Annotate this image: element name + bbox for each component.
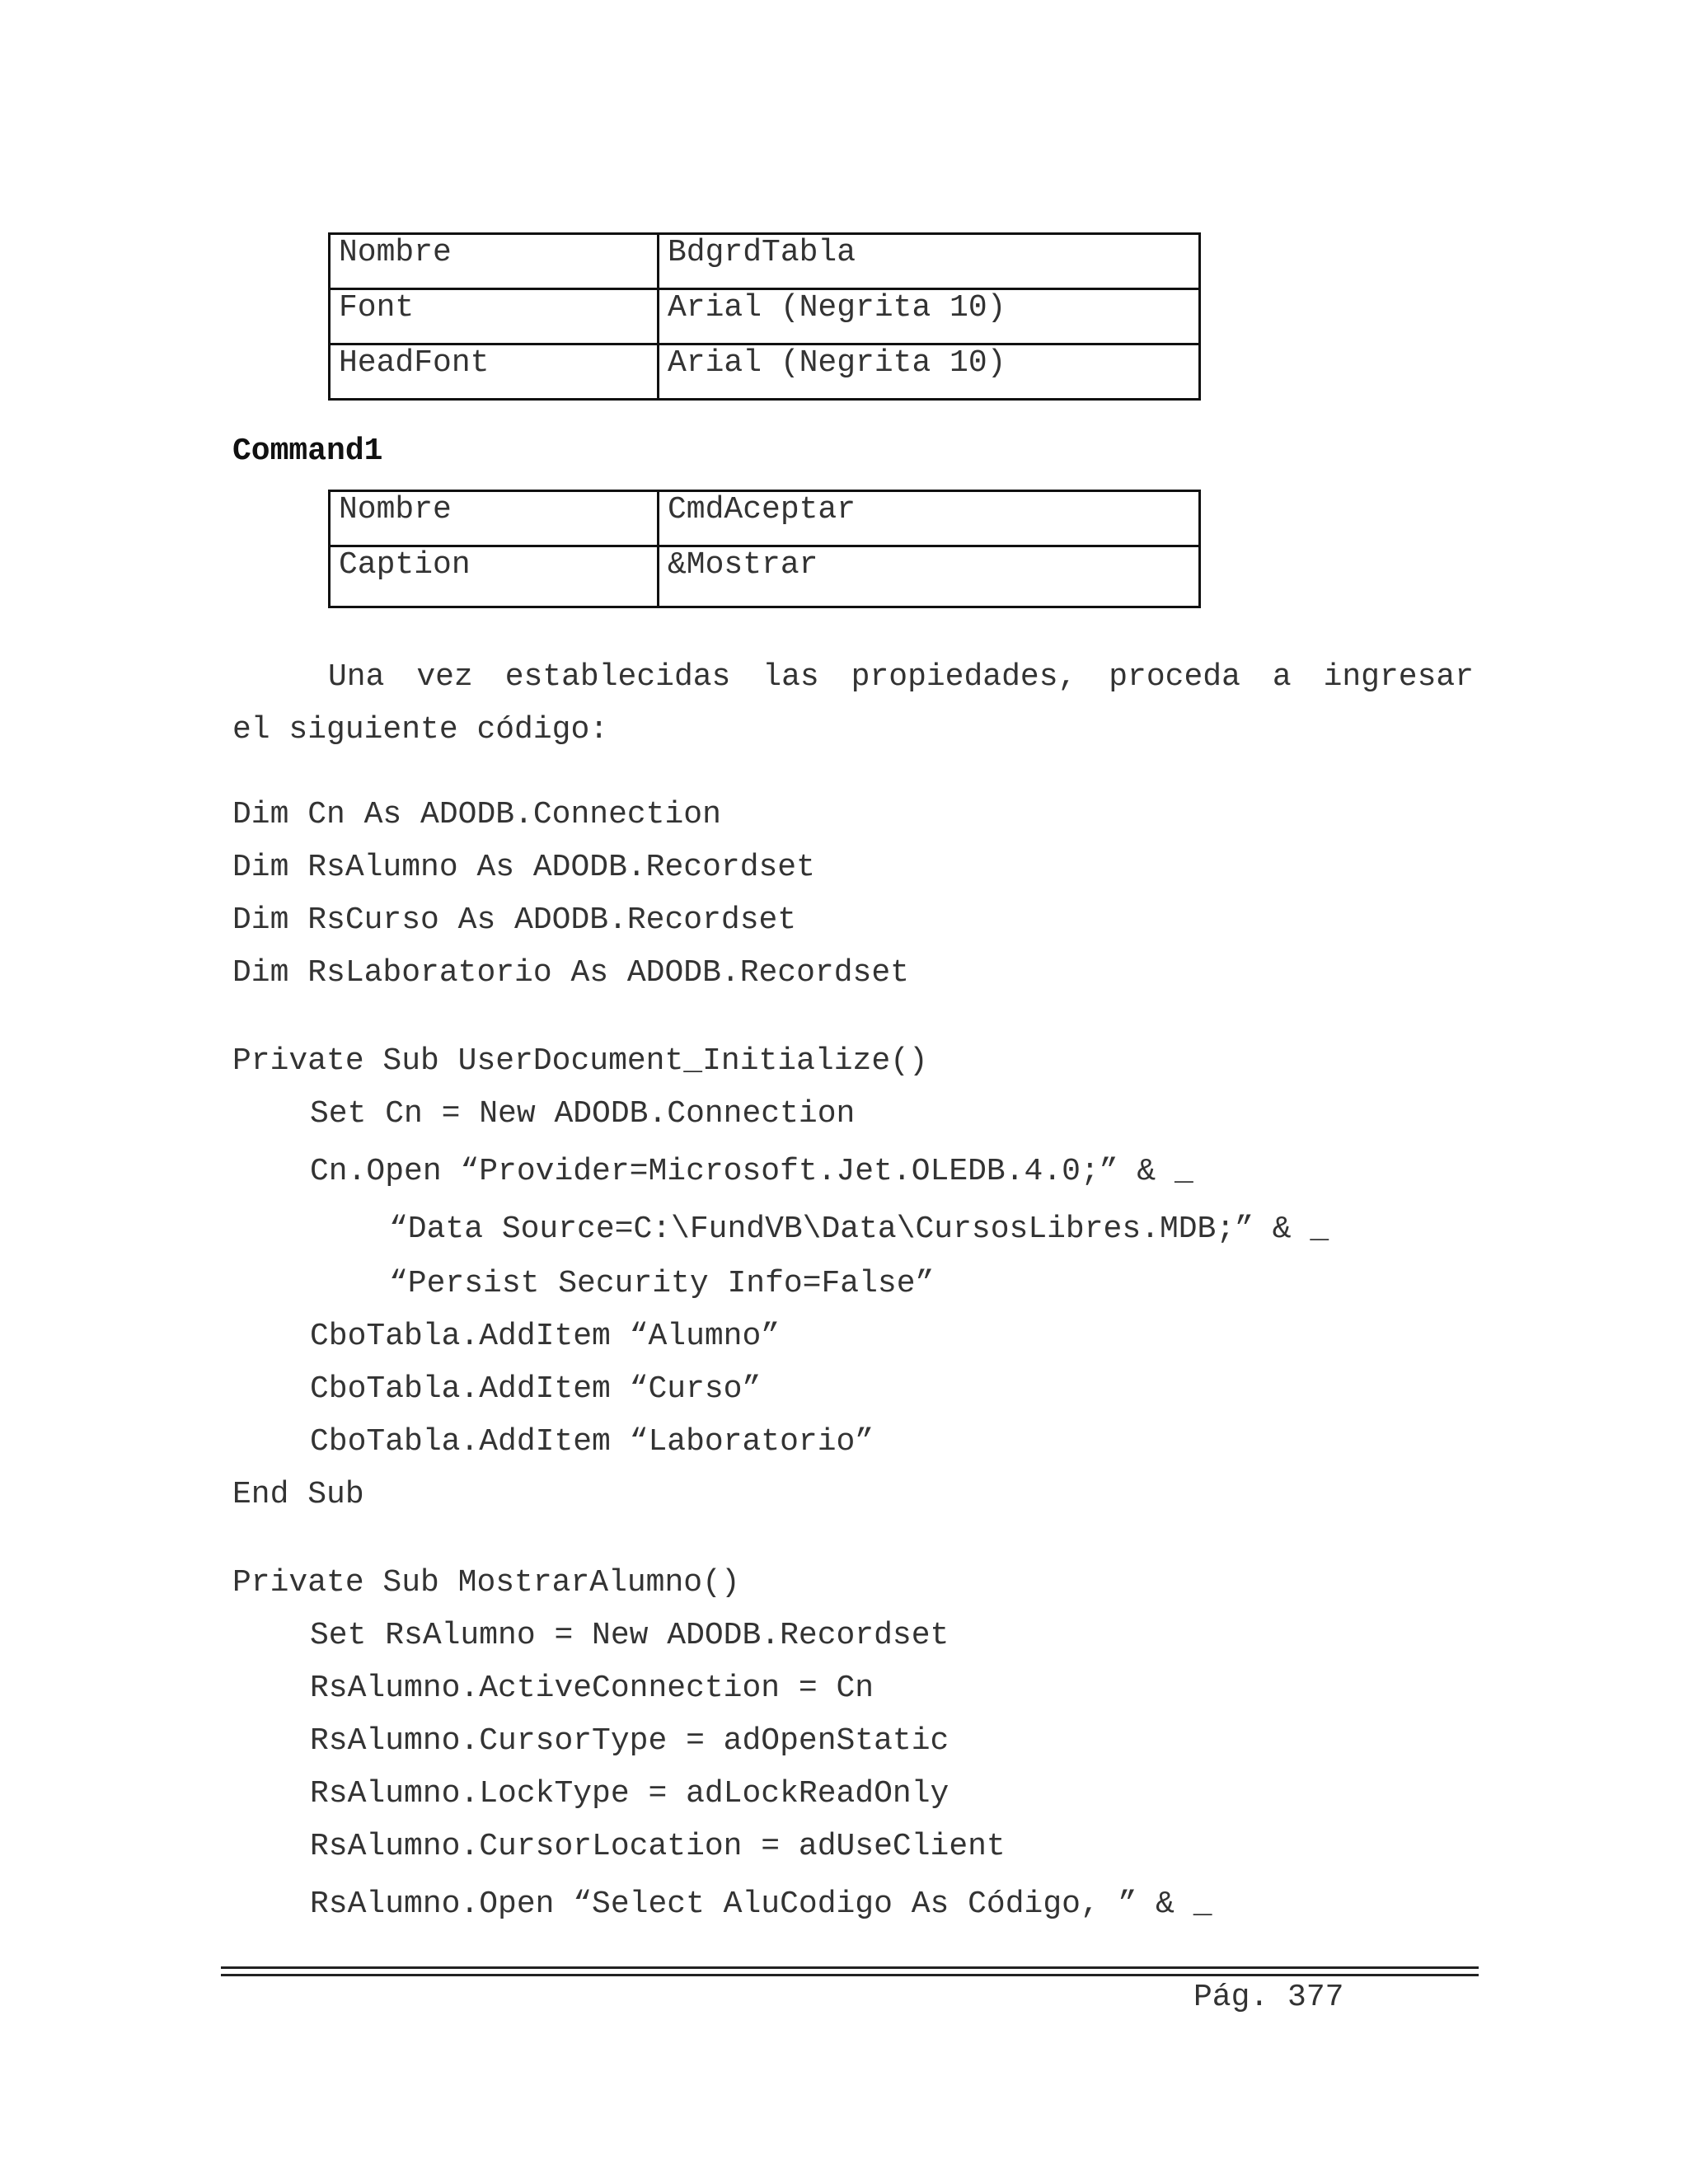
property-name-cell: Nombre bbox=[330, 491, 659, 546]
code-line: Set Cn = New ADODB.Connection bbox=[310, 1096, 856, 1132]
properties-table-bdgrdtabla bbox=[328, 232, 1201, 401]
property-value-cell: &Mostrar bbox=[659, 546, 1200, 607]
property-value-cell: Arial (Negrita 10) bbox=[659, 344, 1200, 400]
code-line: Dim Cn As ADODB.Connection bbox=[232, 797, 721, 832]
code-line: Private Sub UserDocument_Initialize() bbox=[232, 1043, 928, 1079]
property-name-cell: HeadFont bbox=[330, 344, 659, 400]
paragraph-line: Una vez establecidas las propiedades, proceda a ingresar bbox=[328, 659, 1474, 695]
section-heading-command1: Command1 bbox=[232, 434, 383, 469]
table-row bbox=[330, 234, 1200, 289]
code-line: RsAlumno.LockType = adLockReadOnly bbox=[310, 1776, 950, 1811]
code-line: End Sub bbox=[232, 1477, 364, 1512]
table-row bbox=[330, 289, 1200, 344]
code-line: Dim RsAlumno As ADODB.Recordset bbox=[232, 850, 815, 885]
code-line: Set RsAlumno = New ADODB.Recordset bbox=[310, 1618, 950, 1653]
footer-rule bbox=[221, 1974, 1479, 1976]
code-line: Cn.Open “Provider=Microsoft.Jet.OLEDB.4.0;” & _ bbox=[310, 1154, 1193, 1189]
property-name-cell: Caption bbox=[330, 546, 659, 607]
code-line: Private Sub MostrarAlumno() bbox=[232, 1565, 740, 1601]
footer-rule bbox=[221, 1966, 1479, 1969]
code-line: “Data Source=C:\FundVB\Data\CursosLibres.MDB;” & _ bbox=[389, 1212, 1329, 1247]
code-line: RsAlumno.ActiveConnection = Cn bbox=[310, 1671, 874, 1706]
code-line: RsAlumno.Open “Select AluCodigo As Código, ” & _ bbox=[310, 1886, 1212, 1922]
property-name-cell: Nombre bbox=[330, 234, 659, 289]
page-number: Pág. 377 bbox=[1193, 1980, 1344, 2015]
property-name-cell: Font bbox=[330, 289, 659, 344]
code-line: Dim RsCurso As ADODB.Recordset bbox=[232, 902, 797, 938]
code-line: CboTabla.AddItem “Curso” bbox=[310, 1371, 762, 1407]
code-line: “Persist Security Info=False” bbox=[389, 1266, 935, 1301]
table-row bbox=[330, 546, 1200, 607]
code-line: RsAlumno.CursorType = adOpenStatic bbox=[310, 1723, 950, 1759]
table-row bbox=[330, 491, 1200, 546]
table-row bbox=[330, 344, 1200, 400]
properties-table-command1 bbox=[328, 490, 1201, 608]
code-line: RsAlumno.CursorLocation = adUseClient bbox=[310, 1829, 1006, 1864]
property-value-cell: Arial (Negrita 10) bbox=[659, 289, 1200, 344]
paragraph-line: el siguiente código: bbox=[232, 712, 609, 748]
property-value-cell: CmdAceptar bbox=[659, 491, 1200, 546]
code-line: CboTabla.AddItem “Alumno” bbox=[310, 1319, 781, 1354]
property-value-cell: BdgrdTabla bbox=[659, 234, 1200, 289]
code-line: CboTabla.AddItem “Laboratorio” bbox=[310, 1424, 874, 1460]
code-line: Dim RsLaboratorio As ADODB.Recordset bbox=[232, 955, 909, 991]
